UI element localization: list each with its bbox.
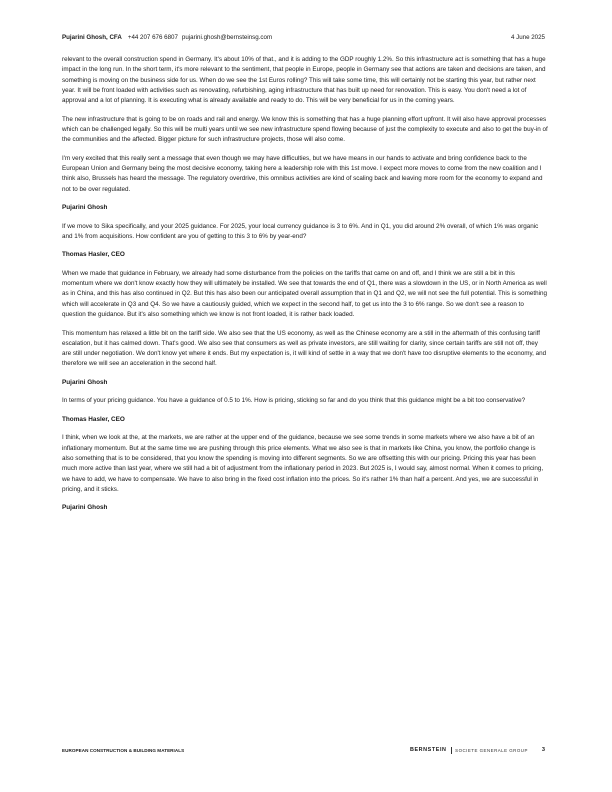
report-date: 4 June 2025 — [510, 33, 545, 41]
footer-brand — [410, 747, 528, 754]
speaker-name: Thomas Hasler, CEO — [62, 251, 125, 259]
transcript-paragraph: I think, when we look at the, at the markets, we are rather at the upper end of the guidance, because we see some trends in some markets where we also have a bit of an inflationary momentum. But at the same time we are pushing through this price elements. What we also see is that in markets like China, you know, the portfolio change is also something that is to be considered, that you know the spending is moving into different segments. So we are offsetting this with our pricing. Pricing this year has been much more active than last year, where we still had a bit of adjustment from the inflationary period in 2023. But 2025 is, I would say, almost normal. When it comes to pricing, we have to add, we have to compensate. We have to also bring in the fixed cost inflation into the prices. So it's rather 1% than half a percent. And yes, we are successful in pricing, and it sticks. — [62, 434, 544, 493]
brand-partner-text: SOCIETE GENERALE GROUP — [455, 747, 528, 753]
transcript-paragraph: relevant to the overall construction spend in Germany. It's about 10% of that., and it is adding to the GDP roughly 1.2%. So this infrastructure act is something that has a huge impact in the long run. In the short term, it's more relevant to the sentiment, that people in Europe, people in Germany see that actions are taken and decisions are taken, and something is moving on the business side for us. When do we see the 1st Euros rolling? This will take some time, this will certainly not be starting this year, but rather next year. It will be front loaded with activities such as renovating, refurbishing, aging infrastructure that has built up need for renovation. This is easy. You don't need a lot of approval and a lot of planning. It is executing what is already available and ready to do. This will be very beneficial for us in the coming years. — [62, 56, 546, 105]
transcript-paragraph: The new infrastructure that is going to be on roads and rail and energy. We know this is something that has a huge planning effort upfront. It will also have approval processes which can be challenged legally. So this will be multi years until we see new infrastructure spend flowing because of just the complexity to execute and also to get the buy-in of the communities and the affected. Bigger picture for such infrastructure projects, those will also come. — [62, 115, 548, 144]
transcript-paragraph: This momentum has relaxed a little bit on the tariff side. We also see that the US economy, as well as the Chinese economy are a still in the aftermath of this confusing tariff escalation, but it has calmed down. That's good. We also see that consumers as well as private investors, are still waiting for clarity, since certain tariffs are still not off, they are still under negotiation. We don't know yet where it ends. But my expectation is, it will kind of settle in a way that we don't have too disruptive elements to the economy, and therefore we will see an acceleration in the second half. — [62, 329, 547, 368]
page-number: 3 — [541, 747, 545, 753]
speaker-name: Thomas Hasler, CEO — [62, 415, 125, 423]
transcript-body — [62, 55, 548, 522]
speaker-name: Pujarini Ghosh — [62, 204, 108, 212]
page-header — [62, 31, 545, 43]
brand-logo-text: BERNSTEIN — [409, 747, 447, 753]
analyst-name: Pujarini Ghosh, CFA — [62, 33, 122, 41]
transcript-paragraph: When we made that guidance in February, we already had some disturbance from the policies on the tariffs that came on and off, and I think we are still a bit in this momentum where we don't know exactly how they will ultimately be installed. We see that towards the end of Q1, there was a slowdown in the US, or in North America as well as in China, and this has also continued in Q2. But this has also been our anticipated overall assumption that in Q1 and Q2, we will not see the full potential. This is something which will accelerate in Q3 and Q4. So we have a cautiously guided, which we expect in the second half, to get us into the 3 to 6% range. So we don't see a reason to question the guidance. But it's also something which we know is not front loaded, it is rather back loaded. — [62, 269, 548, 319]
page-footer — [62, 745, 545, 755]
transcript-paragraph: If we move to Sika specifically, and your 2025 guidance. For 2025, your local currency guidance is 3 to 6%. And in Q1, you did around 2% overall, of which 1% was organic and 1% from acquisitions. How confident are you of getting to this 3 to 6% by year-end? — [62, 222, 539, 240]
analyst-phone: +44 207 676 6807 — [127, 33, 178, 41]
footer-section-title: EUROPEAN CONSTRUCTION & BUILDING MATERIALS — [62, 747, 185, 753]
transcript-paragraph: I'm very excited that this really sent a message that even though we may have difficulties, but we have means in our hands to activate and bring confidence back to the European Union and Germany being the most decisive economy, taking here a leadership role with this 1st move. I expect more moves to come from the new coalition and I think also, Brussels has heard the message. The regulatory overdrive, this omnibus activities are kind of scaling back and leaving more room for the economy to expand and not to be over regulated. — [62, 154, 543, 193]
speaker-name: Pujarini Ghosh — [62, 504, 108, 512]
transcript-paragraph: In terms of your pricing guidance. You have a guidance of 0.5 to 1%. How is pricing, sticking so far and do you think that this guidance might be a bit too conservative? — [62, 397, 526, 405]
speaker-name: Pujarini Ghosh — [62, 378, 108, 386]
brand-divider — [451, 747, 452, 754]
analyst-email[interactable]: pujarini.ghosh@bernsteinsg.com — [181, 33, 273, 41]
